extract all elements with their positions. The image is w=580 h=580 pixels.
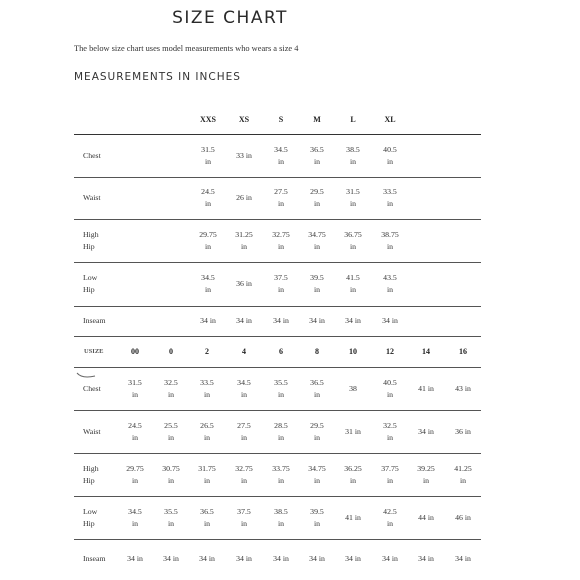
row-label: Low Hip (83, 506, 98, 528)
size-cell: 40.5 in (383, 377, 397, 399)
column-header: M (313, 115, 321, 124)
size-cell: 37.5 in (274, 273, 288, 294)
row-label: High Hip (83, 229, 99, 251)
size-cell: 34 in (382, 316, 398, 325)
size-cell: 25.5 in (164, 420, 178, 442)
column-header: 14 (422, 347, 430, 356)
row-label: Chest (83, 150, 101, 160)
row-label: Inseam (83, 316, 106, 325)
size-cell: 37.75 in (381, 463, 399, 485)
size-cell: 31.25 in (235, 229, 253, 251)
column-header: 16 (459, 347, 467, 356)
size-cell: 32.5 in (383, 420, 397, 442)
size-cell: 27.5 in (274, 187, 288, 208)
size-cell: 31.5 in (128, 377, 142, 399)
table-rule (74, 134, 481, 135)
size-cell: 27.5 in (237, 420, 251, 442)
column-header: S (278, 115, 284, 124)
size-cell: 41 in (345, 512, 361, 522)
swoosh-mark (76, 372, 96, 380)
size-cell: 34 in (345, 316, 361, 325)
table-rule (74, 336, 481, 337)
size-cell: 30.75 in (162, 463, 180, 485)
table-rule (74, 306, 481, 307)
size-cell: 31 in (345, 426, 361, 436)
size-cell: 36.5 in (310, 144, 324, 166)
column-header: 2 (205, 347, 209, 356)
size-cell: 36.5 in (310, 377, 324, 399)
size-cell: 34.5 in (274, 144, 288, 166)
size-cell: 44 in (418, 512, 434, 522)
size-cell: 38 (349, 383, 357, 393)
page-title: SIZE CHART (172, 8, 288, 28)
size-cell: 33.5 in (200, 377, 214, 399)
column-header: 8 (315, 347, 319, 356)
column-header: XS (238, 115, 250, 124)
size-cell: 33 in (236, 150, 252, 160)
size-cell: 24.5 in (201, 187, 215, 208)
size-cell: 42.5 in (383, 506, 397, 528)
size-cell: 32.75 in (272, 229, 290, 251)
table-rule (74, 539, 481, 540)
size-cell: 34 in (127, 553, 143, 563)
size-cell: 34.5 in (128, 506, 142, 528)
row-label: Chest (83, 383, 101, 393)
size-cell: 36.75 in (344, 229, 362, 251)
column-header: 00 (131, 347, 139, 356)
size-cell: 43 in (455, 383, 471, 393)
size-cell: 34 in (273, 553, 289, 563)
table-rule (74, 262, 481, 263)
size-cell: 32.5 in (164, 377, 178, 399)
size-cell: 43.5 in (383, 273, 397, 294)
column-header-size: USIZE (84, 348, 104, 355)
size-cell: 34 in (309, 316, 325, 325)
section-title: MEASUREMENTS IN INCHES (74, 71, 241, 83)
size-cell: 36 in (236, 279, 252, 288)
column-header: XXS (199, 115, 216, 124)
column-header: 12 (386, 347, 394, 356)
size-cell: 29.75 in (199, 229, 217, 251)
size-cell: 29.5 in (310, 420, 324, 442)
size-cell: 34 in (236, 316, 252, 325)
page-subtitle: The below size chart uses model measurements who wears a size 4 (74, 44, 299, 53)
row-label: Inseam (83, 553, 106, 563)
size-cell: 34.5 in (237, 377, 251, 399)
size-cell: 31.5 in (201, 144, 215, 166)
size-cell: 29.5 in (310, 187, 324, 208)
size-cell: 34 in (455, 553, 471, 563)
size-cell: 34 in (309, 553, 325, 563)
size-cell: 35.5 in (164, 506, 178, 528)
size-cell: 36.5 in (200, 506, 214, 528)
size-cell: 35.5 in (274, 377, 288, 399)
size-cell: 28.5 in (274, 420, 288, 442)
size-cell: 41 in (418, 383, 434, 393)
column-header: 6 (279, 347, 283, 356)
table-rule (74, 177, 481, 178)
size-cell: 29.75 in (126, 463, 144, 485)
size-cell: 34 in (163, 553, 179, 563)
column-header: 4 (242, 347, 246, 356)
size-cell: 46 in (455, 512, 471, 522)
size-cell: 31.75 in (198, 463, 216, 485)
size-cell: 34 in (200, 316, 216, 325)
size-cell: 38.75 in (381, 229, 399, 251)
size-cell: 41.25 in (454, 463, 472, 485)
size-cell: 34 in (273, 316, 289, 325)
size-cell: 39.25 in (417, 463, 435, 485)
size-cell: 33.75 in (272, 463, 290, 485)
size-cell: 32.75 in (235, 463, 253, 485)
size-cell: 31.5 in (346, 187, 360, 208)
size-cell: 34 in (345, 553, 361, 563)
size-cell: 34.5 in (201, 273, 215, 294)
row-label: Low Hip (83, 273, 98, 294)
table-rule (74, 496, 481, 497)
size-cell: 40.5 in (383, 144, 397, 166)
size-cell: 34.75 in (308, 463, 326, 485)
table-rule (74, 367, 481, 368)
size-cell: 41.5 in (346, 273, 360, 294)
row-label: Waist (83, 426, 101, 436)
table-rule (74, 410, 481, 411)
size-cell: 34 in (418, 553, 434, 563)
row-label: High Hip (83, 463, 99, 485)
size-cell: 34 in (382, 553, 398, 563)
size-cell: 37.5 in (237, 506, 251, 528)
column-header: XL (384, 115, 396, 124)
size-cell: 39.5 in (310, 506, 324, 528)
column-header: 0 (169, 347, 173, 356)
table-rule (74, 453, 481, 454)
column-header: L (350, 115, 356, 124)
size-cell: 34.75 in (308, 229, 326, 251)
size-cell: 26 in (236, 193, 252, 202)
column-header: 10 (349, 347, 357, 356)
size-cell: 36 in (455, 426, 471, 436)
size-cell: 34 in (236, 553, 252, 563)
size-cell: 33.5 in (383, 187, 397, 208)
size-cell: 36.25 in (344, 463, 362, 485)
size-cell: 34 in (418, 426, 434, 436)
size-cell: 38.5 in (346, 144, 360, 166)
size-cell: 34 in (199, 553, 215, 563)
size-cell: 39.5 in (310, 273, 324, 294)
size-cell: 26.5 in (200, 420, 214, 442)
size-cell: 38.5 in (274, 506, 288, 528)
size-cell: 24.5 in (128, 420, 142, 442)
table-rule (74, 219, 481, 220)
row-label: Waist (83, 193, 101, 202)
